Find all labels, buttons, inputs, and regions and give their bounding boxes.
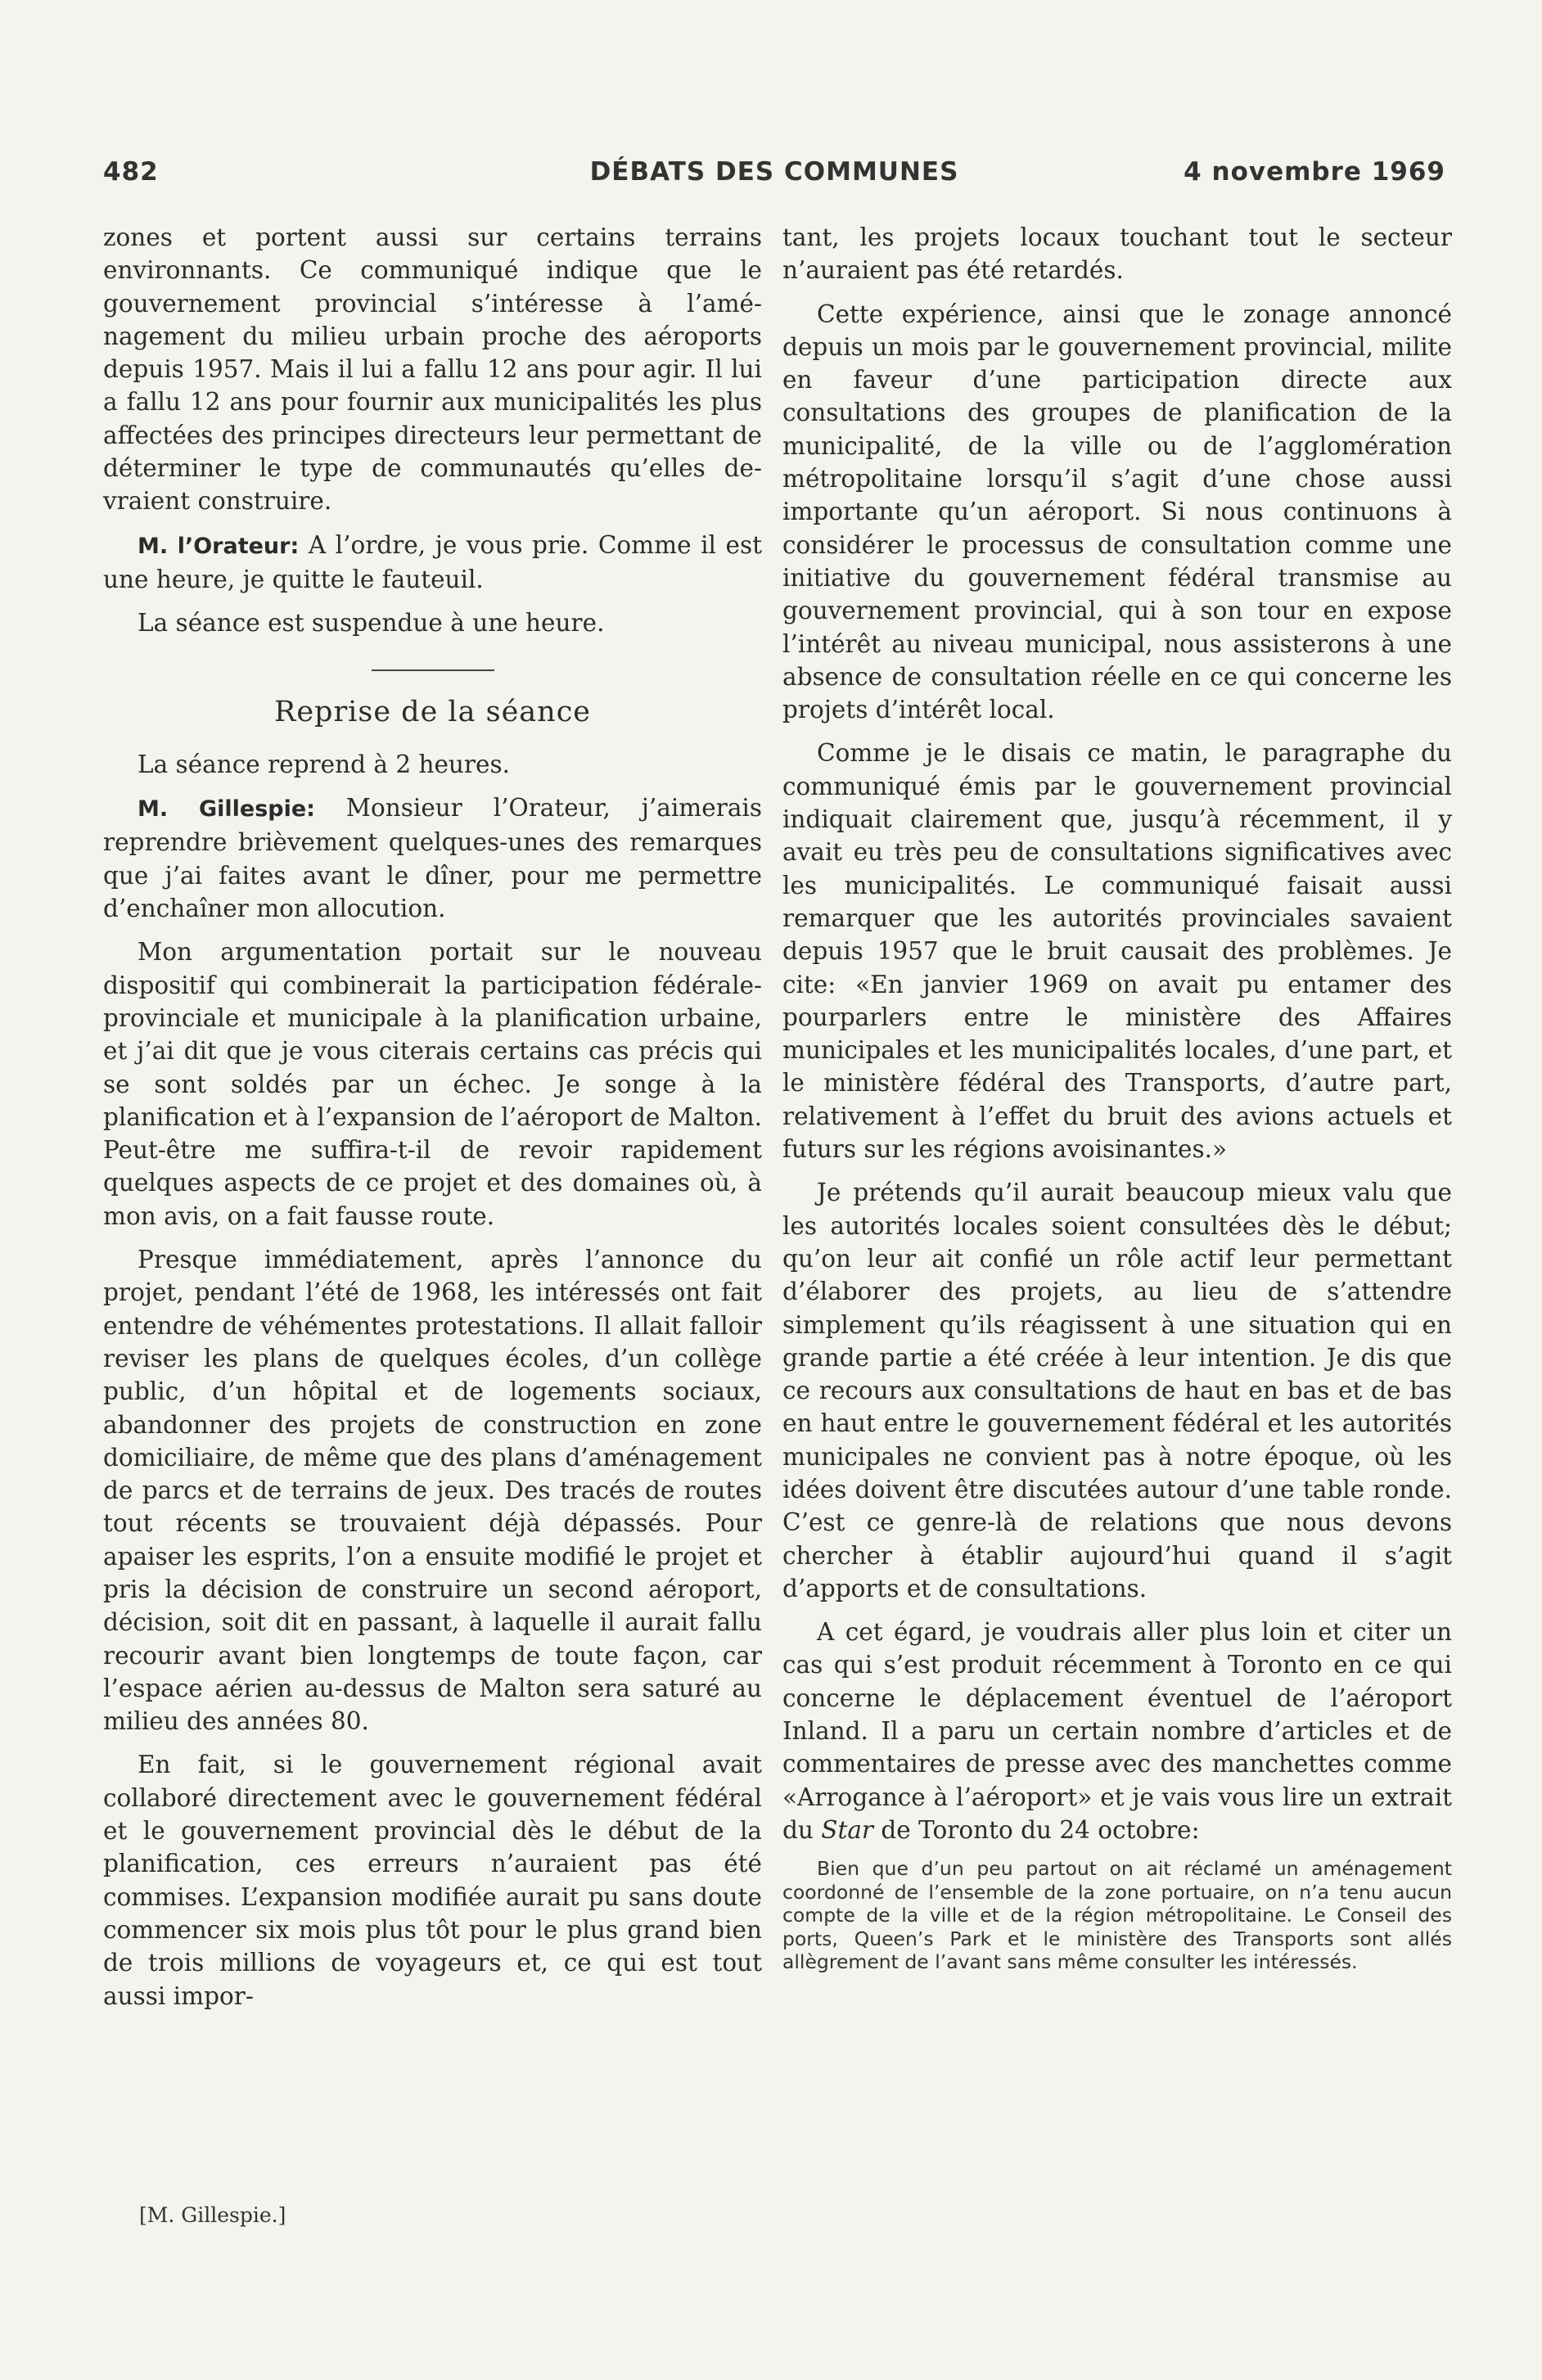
paragraph: La séance est suspendue à une heure. [138,609,605,638]
paragraph-text: Monsieur l’Orateur, j’aimerais reprendre brièvement quelques-unes des remarques que j’ai faites avant le dîner, pour me permettre d’enchaîner mon allocution. [103,794,762,923]
paragraph: Comme je le disais ce matin, le paragraphe du communiqué émis par le gouvernement provincial indiquait clairement que, jusqu’à récemment, il y avait eu très peu de consultations significatives avec les municipalités. Le communiqué faisait aussi remarquer que les autorités provinciales savaient depuis 1957 que le bruit causait des problèmes. Je cite: «En janvier 1969 on avait pu entamer des pourparlers entre le ministère des Affaires municipales et les municipalités locales, d’une part, et le ministère fédéral des Transports, d’autre part, relativement à l’effet du bruit des avions actuels et futurs sur les régions avoisinantes.» [782,739,1452,1164]
speaker-reference: [M. Gillespie.] [139,2203,286,2227]
paragraph: Presque immédiatement, après l’annonce du projet, pendant l’été de 1968, les intéressés ont fait entendre de véhémentes protestations. Il allait falloir reviser les plans de quelques écoles, d’un collège public, d’un hôpital et de logements sociaux, abandonner des projets de construction en zone domiciliaire, de même que des plans d’aménagement de parcs et de terrains de jeux. Des tracés de routes tout récents se trouvaient déjà dépassés. Pour apaiser les esprits, l’on a ensuite modifié le projet et pris la décision de construire un second aéroport, décision, soit dit en passant, à laquelle il aurait fallu recourir avant bien longtemps de toute façon, car l’espace aérien au-dessus de Malton sera saturé au milieu des années 80. [103,1246,762,1736]
right-column [782,221,1452,1985]
speaker-name: M. Gillespie: [138,796,315,823]
page-date: 4 novembre 1969 [1184,157,1445,187]
paragraph: tant, les projets locaux touchant tout le secteur n’auraient pas été retardés. [782,223,1452,285]
speaker-name: M. l’Orateur: [138,533,300,559]
paragraph: Cette expérience, ainsi que le zonage annoncé depuis un mois par le gouvernement provincial, milite en faveur d’une participation directe aux consultations des groupes de planification de la municipalité, de la ville ou de l’agglomération métropolitaine lorsqu’il s’agit d’une chose aussi importante qu’un aéroport. Si nous continuons à considérer le processus de consultation comme une initiative du gouvernement fédéral transmise au gouvernement provincial, qui à son tour en expose l’intérêt au niveau municipal, nous assisterons à une absence de consultation réelle en ce qui concerne les projets d’intérêt local. [782,300,1452,724]
section-heading: Reprise de la séance [273,695,592,728]
paragraph-text: de Toronto du 24 octobre: [873,1815,1200,1844]
block-quote: Bien que d’un peu partout on ait réclamé un aménagement coordonné de l’ensemble de la zone portuaire, on n’a tenu aucun compte de la ville et de la région métropolitaine. Le Conseil des ports, Queen’s Park et le ministère des Transports sont allés allègrement de l’avant sans même consulter les intéressés. [782,1857,1452,1974]
page-header [103,157,1445,196]
paragraph: Je prétends qu’il aurait beaucoup mieux valu que les autorités locales soient consultées dès le début; qu’on leur ait confié un rôle actif leur permettant d’élaborer des projets, au lieu de s’attendre simplement qu’ils réagissent à une situation qui en grande partie a été créée à leur intention. Je dis que ce recours aux consultations de haut en bas et de bas en haut entre le gouvernement fédéral et les autorités municipales ne convient pas à notre époque, où les idées doivent être discutées autour d’une table ronde. C’est ce genre-là de relations que nous devons chercher à établir aujourd’hui quand il s’agit d’apports et de consultations. [782,1179,1452,1602]
paragraph [782,1616,1452,1846]
paragraph: zones et portent aussi sur certains terrains environnants. Ce communiqué indique que le gouvernement provincial s’intéresse à l’aménagement du milieu urbain proche des aéroports depuis 1957. Mais il lui a fallu 12 ans pour agir. Il lui a fallu 12 ans pour fournir aux municipalités les plus affectées des principes directeurs leur permettant de déterminer le type de communautés qu’elles devraient construire. [103,223,762,516]
newspaper-name: Star [821,1815,874,1844]
speaker-paragraph [103,529,762,597]
paragraph-text: A cet égard, je voudrais aller plus loin et citer un cas qui s’est produit récemment à Toronto en ce qui concerne le déplacement éventuel de l’aéroport Inland. Il a paru un certain nombre d’articles et de commentaires de presse avec des manchettes comme «Arrogance à l’aéroport» et je vais vous lire un extrait du [782,1618,1452,1844]
paragraph: En fait, si le gouvernement régional avait collaboré directement avec le gouvernement fédéral et le gouvernement provincial dès le début de la planification, ces erreurs n’auraient pas été commises. L’expansion modifiée aurait pu sans doute commencer six mois plus tôt pour le plus grand bien de trois millions de voyageurs et, ce qui est tout aussi impor- [103,1751,762,2010]
paragraph: La séance reprend à 2 heures. [138,750,511,778]
speaker-paragraph [103,791,762,925]
page-title: DÉBATS DES COMMUNES [589,157,959,187]
paragraph: Mon argumentation portait sur le nouveau dispositif qui combinerait la participation fédérale-provinciale et municipale à la planification urbaine, et j’ai dit que je vous citerais certains cas précis qui se sont soldés par un échec. Je songe à la planification et à l’expansion de l’aéroport de Malton. Peut-être me suffira-t-il de revoir rapidement quelques aspects de ce projet et des domaines où, à mon avis, on a fait fausse route. [103,938,762,1230]
paragraph-text: A l’ordre, je vous prie. Comme il est une heure, je quitte le fauteuil. [103,530,762,593]
page-number: 482 [103,157,159,187]
section-divider [372,669,494,671]
left-column [103,221,762,2023]
